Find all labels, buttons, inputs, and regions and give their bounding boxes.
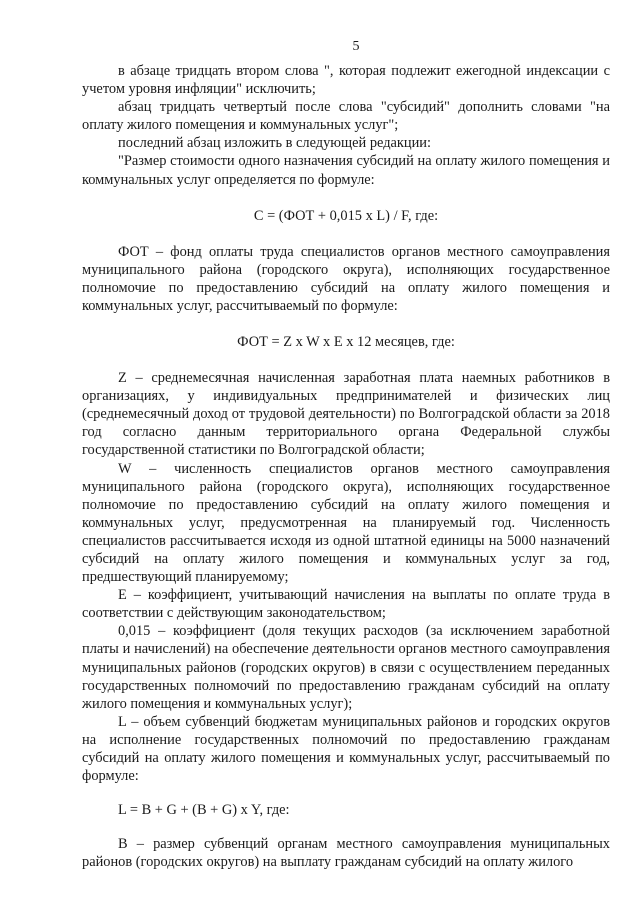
formula-l: L = B + G + (B + G) x Y, где: xyxy=(118,802,290,819)
formula-c: C = (ФОТ + 0,015 x L) / F, где: xyxy=(253,207,439,224)
spacer xyxy=(82,225,610,243)
paragraph-z-definition: Z – среднемесячная начисленная заработная плата наемных работников в организациях, у индивидуальных предпринимателей и физических лиц (среднемесячный доход от трудовой деятельности) по Волгоградской области за 2018 год согласно данным территориального органа Федеральной службы государственной статистики по Волгоградской области; xyxy=(82,370,610,459)
spacer xyxy=(82,351,610,369)
formula-fot: ФОТ = Z x W x E x 12 месяцев, где: xyxy=(237,334,455,351)
paragraph-last-abzac: последний абзац изложить в следующей редакции: xyxy=(118,135,432,152)
paragraph-e-definition: E – коэффициент, учитывающий начисления на выплаты по оплате труда в соответствии с действующим законодательством; xyxy=(82,587,610,622)
spacer xyxy=(82,189,610,207)
paragraph-w-definition: W – численность специалистов органов местного самоуправления муниципального района (городского округа), исполняющих государственное полномочие по предоставлению субсидий на оплату жилого помещения и коммунальных услуг, предусмотренная на планируемый год. Численность специалистов рассчитывается исходя из одной штатной единицы на 5000 назначений субсидий на оплату жилого помещения и коммунальных услуг за год, предшествующий планируемому; xyxy=(82,460,610,586)
paragraph-b-definition: B – размер субвенций органам местного самоуправления муниципальных районов (городских округов) на выплату гражданам субсидий на оплату жилого xyxy=(82,836,610,871)
paragraph-coef-definition: 0,015 – коэффициент (доля текущих расходов (за исключением заработной платы и начислений) на обеспечение деятельности органов местного самоуправления муниципальных районов (городских округов) в связи с осуществлением переданных государственных полномочий по предоставлению гражданам субсидий на оплату жилого помещения и коммунальных услуг); xyxy=(82,623,610,712)
paragraph-abzac-32: в абзаце тридцать втором слова ", которая подлежит ежегодной индексации с учетом уровня инфляции" исключить; xyxy=(82,63,610,98)
paragraph-fot-definition: ФОТ – фонд оплаты труда специалистов органов местного самоуправления муниципального района (городского округа), исполняющих государственное полномочие по предоставлению субсидий на оплату жилого помещения и коммунальных услуг, рассчитываемый по формуле: xyxy=(82,243,610,314)
paragraph-abzac-34: абзац тридцать четвертый после слова "субсидий" дополнить словами "на оплату жилого помещения и коммунальных услуг"; xyxy=(82,99,610,134)
paragraph-l-definition: L – объем субвенций бюджетам муниципальных районов и городских округов на исполнение государственных полномочий по предоставлению гражданам субсидий на оплату жилого помещения и коммунальных услуг, рассчитываемый по формуле: xyxy=(82,713,610,785)
page-number: 5 xyxy=(352,39,360,54)
spacer xyxy=(82,819,610,835)
spacer xyxy=(82,315,610,333)
spacer xyxy=(82,785,610,801)
paragraph-size-intro: "Размер стоимости одного назначения субсидий на оплату жилого помещения и коммунальных услуг определяется по формуле: xyxy=(82,153,610,188)
